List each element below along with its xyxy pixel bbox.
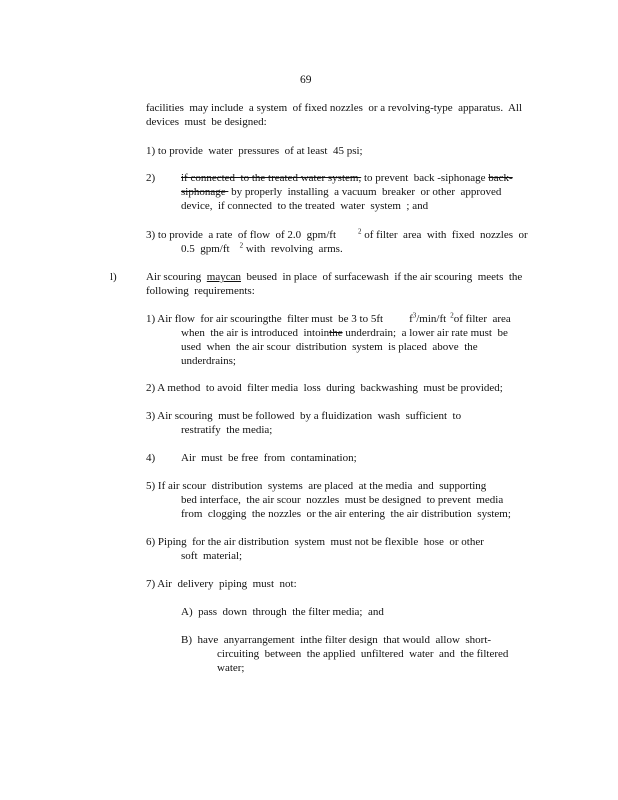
section-text: beused in place of surfacewash if the air scouring meets the (241, 271, 523, 283)
requirement-5-line-1: 5) If air scour distribution systems are placed at the media and supporting (146, 480, 487, 492)
piping-item-b-line-3: water; (217, 662, 245, 674)
requirement-2: 2) A method to avoid filter media loss during backwashing must be provided; (146, 382, 503, 394)
deleted-text: the (329, 327, 343, 339)
requirement-1-line-2 (181, 327, 508, 339)
requirement-7: 7) Air delivery piping must not: (146, 578, 297, 590)
designed-item-1: 1) to provide water pressures of at least 45 psi; (146, 145, 363, 157)
requirement-1-line-1 (146, 313, 511, 325)
requirement-4-text: Air must be free from contamination; (181, 452, 357, 464)
item-text: 1) Air flow for air scouringthe filter must be 3 to 5ft (146, 313, 384, 325)
designed-item-3-line-2 (181, 243, 343, 255)
superscript: 2 (358, 227, 362, 236)
requirement-5-line-2: bed interface, the air scour nozzles must be designed to prevent media (181, 494, 504, 506)
item-text: with revolving arms. (243, 243, 343, 255)
item-text: of filter area with fixed nozzles or (361, 229, 528, 241)
intro-line-1: facilities may include a system of fixed nozzles or a revolving-type apparatus. All (146, 102, 523, 114)
requirement-6-line-1: 6) Piping for the air distribution system must not be flexible hose or other (146, 536, 484, 548)
requirement-1-line-4: underdrains; (181, 355, 236, 367)
section-l-number: l) (110, 271, 117, 283)
designed-item-2-line-1 (181, 172, 513, 184)
section-l-line-1 (146, 271, 522, 283)
item-text: underdrain; a lower air rate must be (342, 327, 508, 339)
designed-item-3-line-1 (146, 229, 528, 241)
designed-item-2-number: 2) (146, 172, 156, 184)
deleted-text: back- (488, 172, 513, 184)
superscript: 2 (239, 241, 244, 250)
item-text: when the air is introduced intoin (181, 327, 330, 339)
item-text: 3) to provide a rate of flow of 2.0 gpm/ft (146, 229, 337, 241)
piping-item-b-line-2: circuiting between the applied unfiltered water and the filtered (217, 648, 509, 660)
page-number: 69 (300, 74, 312, 86)
piping-item-b-line-1: B) have anyarrangement inthe filter design that would allow short- (181, 634, 492, 646)
requirement-4-number: 4) (146, 452, 156, 464)
item-text: 0.5 gpm/ft (181, 243, 230, 255)
item-text: to prevent back -siphonage (361, 172, 489, 184)
piping-item-a: A) pass down through the filter media; and (181, 606, 384, 618)
deleted-text: if connected to the treated water system, (181, 172, 362, 184)
deleted-text: siphonage (181, 186, 229, 198)
item-text: by properly installing a vacuum breaker or other approved (228, 186, 502, 198)
section-l-line-2: following requirements: (146, 285, 255, 297)
item-text: of filter area (453, 313, 511, 325)
intro-line-2: devices must be designed: (146, 116, 267, 128)
superscript: 2 (450, 311, 454, 320)
designed-item-2-line-2 (181, 186, 501, 198)
requirement-1-line-3: used when the air scour distribution system is placed above the (181, 341, 478, 353)
requirement-3-line-1: 3) Air scouring must be followed by a fluidization wash sufficient to (146, 410, 462, 422)
requirement-3-line-2: restratify the media; (181, 424, 273, 436)
item-text: /min/ft (416, 313, 447, 325)
inserted-text: maycan (206, 271, 241, 283)
requirement-5-line-3: from clogging the nozzles or the air entering the air distribution system; (181, 508, 511, 520)
requirement-6-line-2: soft material; (181, 550, 243, 562)
item-text: f (409, 313, 413, 325)
section-text: Air scouring (146, 271, 207, 283)
designed-item-2-line-3: device, if connected to the treated water system ; and (181, 200, 429, 212)
superscript: 3 (412, 311, 417, 320)
